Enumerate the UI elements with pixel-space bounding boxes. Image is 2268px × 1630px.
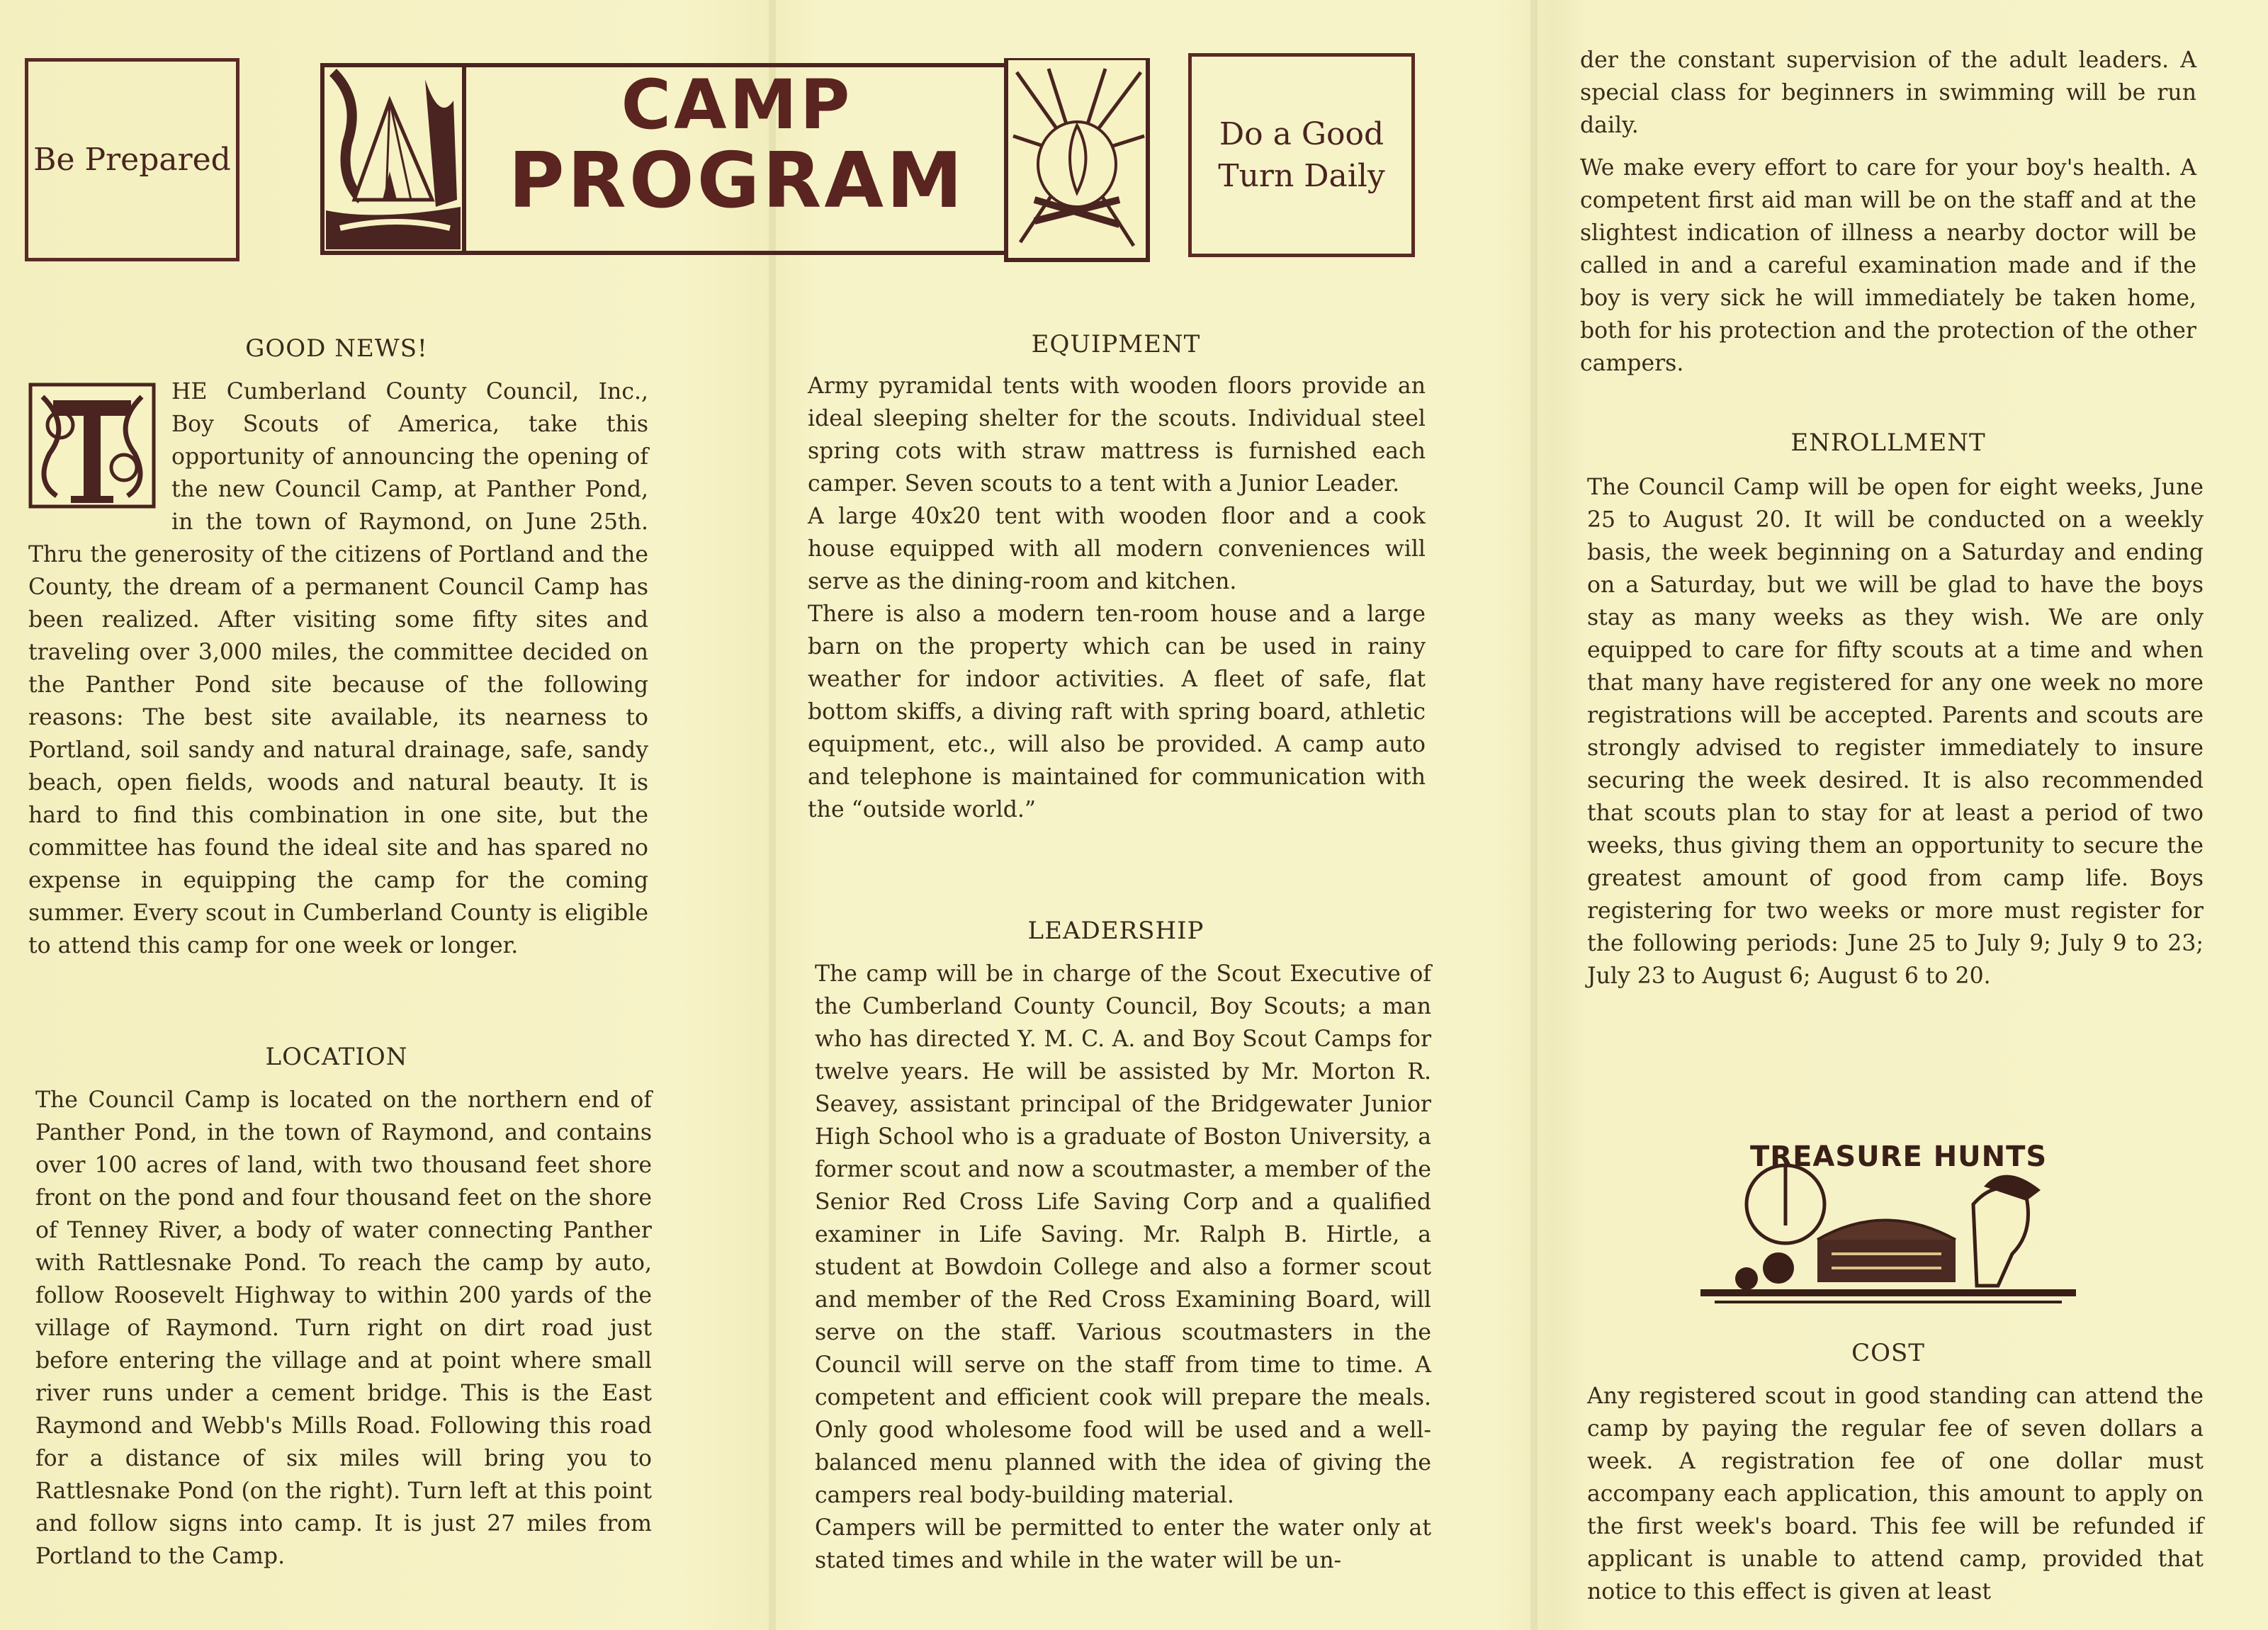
supervision-section xyxy=(1580,44,2196,390)
leadership-heading: LEADERSHIP xyxy=(1027,917,1204,945)
leadership-paragraph-1: The camp will be in charge of the Scout Executive of the Cumberland County Council, Boy Scouts; a man who has directed Y. M. C. A. and Boy Scout Camps for twelve years. He will be assisted by Mr. Morton R. Seavey, assistant principal of the Bridgewater Junior High School who is a graduate of Boston University, a former scout and now a scoutmaster, a member of the Senior Red Cross Life Saving Corp and a qualified examiner in Life Saving. Mr. Ralph B. Hirtle, a student at Bowdoin College and also a former scout and member of the Red Cross Examining Board, will serve on the staff. Various scoutmasters in the Council will serve on the staff from time to time. A competent and efficient cook will prepare the meals. Only good wholesome food will be used and a well-balanced menu planned with the idea of giving the campers real body-building material. xyxy=(815,961,1431,1508)
equipment-heading: EQUIPMENT xyxy=(1031,330,1201,358)
equipment-paragraph-1: Army pyramidal tents with wooden floors provide an ideal sleeping shelter for the scouts. Individual steel spring cots with straw mattress is furnished each camper. Seven scouts to a tent with a Junior Leader. xyxy=(808,373,1426,497)
fold-line-right xyxy=(1530,0,1538,1630)
location-heading: LOCATION xyxy=(265,1043,408,1071)
good-turn-text: Do a Good Turn Daily xyxy=(1218,115,1385,194)
camp-program-title xyxy=(482,58,992,225)
equipment-paragraph-3: There is also a modern ten-room house and a large barn on the property which can be used in rainy weather for indoor activities. A fleet of safe, flat bottom skiffs, a diving raft with spring board, athletic equipment, etc., will also be provided. A camp auto and telephone is maintained for communication with the “outside world.” xyxy=(808,601,1426,822)
title-camp: CAMP xyxy=(621,65,853,145)
enrollment-heading: ENROLLMENT xyxy=(1790,429,1986,457)
treasure-hunts-illustration xyxy=(1693,1133,2083,1303)
cost-heading: COST xyxy=(1851,1339,1925,1367)
good-news-section xyxy=(28,375,648,962)
good-turn-box xyxy=(1188,53,1415,257)
leadership-section xyxy=(815,958,1431,1587)
be-prepared-text: Be Prepared xyxy=(33,141,231,178)
supervision-paragraph-1: der the constant supervision of the adult leaders. A special class for beginners in swimming will be run daily. xyxy=(1580,47,2196,138)
cost-text: Any registered scout in good standing can attend the camp by paying the regular fee of seven dollars a week. A registration fee of one dollar must accompany each application, this amount to apply on the first week's board. This fee will be refunded if applicant is unable to attend camp, provided that notice to this effect is given at least xyxy=(1587,1383,2204,1604)
leadership-paragraph-2: Campers will be permitted to enter the water only at stated times and while in the water will be un- xyxy=(815,1515,1431,1573)
be-prepared-box xyxy=(25,58,239,261)
location-section xyxy=(35,1084,652,1583)
equipment-section xyxy=(808,370,1426,836)
location-text: The Council Camp is located on the northern end of Panther Pond, in the town of Raymond, and contains over 100 acres of land, with two thousand feet shore front on the pond and four thousand feet on the shore of Tenney River, a body of water connecting Panther with Rattlesnake Pond. To reach the camp by auto, follow Roosevelt Highway to within 200 yards of the village of Raymond. Turn right on dirt road just before entering the village and at point where small river runs under a cement bridge. This is the East Raymond and Webb's Mills Road. Following this road for a distance of six miles will bring you to Rattlesnake Pond (on the right). Turn left at this point and follow signs into camp. It is just 27 miles from Portland to the Camp. xyxy=(35,1087,652,1569)
equipment-paragraph-2: A large 40x20 tent with wooden floor and a cook house equipped with all modern conveniences will serve as the dining-room and kitchen. xyxy=(808,504,1426,594)
treasure-chest-icon xyxy=(1693,1133,2083,1303)
health-paragraph: We make every effort to care for your boy's health. A competent first aid man will be on the staff and at the slightest indication of illness a nearby doctor will be called in and a careful examination made and if the boy is very sick he will immediately be taken home, both for his protection and the protection of the other campers. xyxy=(1580,155,2196,376)
title-program: PROGRAM xyxy=(508,137,966,225)
camp-program-banner xyxy=(319,58,1151,264)
good-news-text: HE Cumberland County Council, Inc., Boy Scouts of America, take this opportunity of announcing the opening of the new Council Camp, at Panther Pond, in the town of Raymond, on June 25th. Thru the generosity of the citizens of Portland and the County, the dream of a permanent Council Camp has been realized. After visiting some fifty sites and traveling over 3,000 miles, the committee decided on the Panther Pond site because of the following reasons: The best site available, its nearness to Portland, soil sandy and natural drainage, safe, sandy beach, open fields, woods and natural beauty. It is hard to find this combination in one site, but the committee has found the ideal site and has spared no expense in equipping the camp for the coming summer. Every scout in Cumberland County is eligible to attend this camp for one week or longer. xyxy=(28,379,648,958)
cost-section xyxy=(1587,1380,2204,1618)
treasure-hunts-title: TREASURE HUNTS xyxy=(1750,1141,2048,1173)
dropcap-t-ornament xyxy=(28,383,156,509)
enrollment-text: The Council Camp will be open for eight weeks, June 25 to August 20. It will be conducted on a weekly basis, the week beginning on a Saturday and ending on a Saturday, but we will be glad to have the boys stay as many weeks as they wish. We are only equipped to care for fifty scouts at a time and when that many have registered for any one week no more registrations will be accepted. Parents and scouts are strongly advised to register immediately to insure securing the week desired. It is also recommended that scouts plan to stay for at least a period of two weeks, thus giving them an opportunity to secure the greatest amount of good from camp life. Boys registering for two weeks or more must register for the following periods: June 25 to July 9; July 9 to 23; July 23 to August 6; August 6 to 20. xyxy=(1587,475,2204,989)
enrollment-section xyxy=(1587,471,2204,1002)
good-news-heading: GOOD NEWS! xyxy=(245,334,428,363)
